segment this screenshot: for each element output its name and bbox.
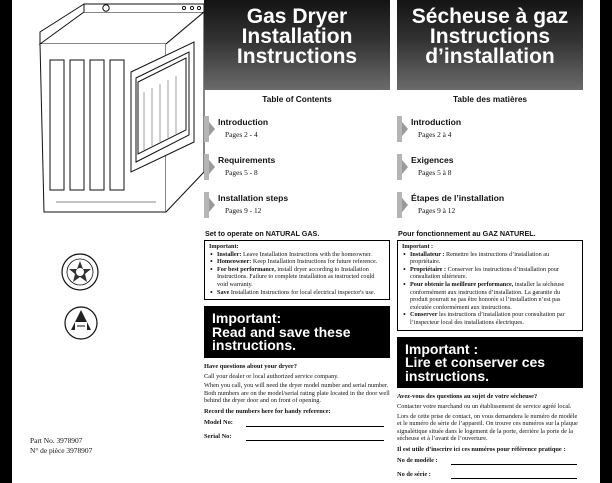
serial-number-field-en[interactable]: [204, 433, 390, 444]
french-column: [397, 0, 583, 482]
important-item: • Installer: Leave Installation Instructions with the homeowner.: [217, 251, 385, 259]
title-line: Instructions: [429, 25, 551, 48]
banner-line: instructions.: [405, 367, 490, 384]
important-item: • Homeowner: Keep Installation Instructions for future reference.: [217, 258, 385, 266]
arrow-icon: [397, 116, 408, 142]
agency-seal-icon: [63, 304, 99, 342]
model-write-line[interactable]: [246, 426, 384, 427]
serial-label: No de série :: [397, 471, 431, 478]
model-label: Model No:: [204, 419, 233, 427]
toc-item-title: Installation steps: [218, 193, 289, 203]
toc-item-title: Étapes de l’installation: [411, 193, 505, 203]
title-banner-en: [204, 0, 390, 90]
title-banner-fr: [397, 0, 583, 90]
toc-item-pages: Pages 5 - 8: [225, 168, 258, 177]
important-item: • Installateur : Remettre les instructions d’installation au propriétaire.: [410, 251, 578, 266]
title-line: Sécheuse à gaz: [411, 5, 569, 28]
banner-line: Important:: [212, 310, 282, 327]
model-number-field-fr[interactable]: [397, 457, 583, 468]
toc-item-pages: Pages 2 à 4: [418, 130, 452, 139]
important-box-en: [204, 240, 390, 300]
model-number-field-en[interactable]: [204, 419, 390, 430]
banner-line: Important :: [405, 340, 479, 357]
question-en: Have questions about your dryer?: [204, 362, 297, 370]
toc-item-etapes-fr[interactable]: [397, 190, 583, 224]
toc-item-pages: Pages 9 - 12: [225, 206, 262, 215]
part-number: [30, 436, 92, 455]
gas-note-fr: Pour fonctionnement au GAZ NATUREL.: [398, 229, 536, 238]
toc-item-exigences-fr[interactable]: [397, 152, 583, 186]
toc-item-title: Requirements: [218, 155, 276, 165]
document-sheet: [12, 0, 600, 483]
arrow-icon: [204, 116, 215, 142]
important-banner-fr: [397, 337, 583, 389]
arrow-icon: [204, 154, 215, 180]
toc-item-introduction-fr[interactable]: [397, 114, 583, 148]
question-fr: Avez-vous des questions au sujet de votre sécheuse?: [397, 393, 538, 401]
toc-item-requirements[interactable]: [204, 152, 390, 186]
title-line: Installation: [241, 25, 353, 48]
model-label: No de modèle :: [397, 457, 438, 464]
arrow-icon: [397, 192, 408, 218]
toc-item-pages: Pages 5 à 8: [418, 168, 452, 177]
toc-item-installation-steps[interactable]: [204, 190, 390, 224]
record-note-en: Record the numbers here for handy reference:: [204, 408, 331, 416]
design-certified-seal-icon: [60, 252, 100, 292]
part-number-fr: N° de pièce 3978907: [30, 445, 93, 455]
toc-item-title: Introduction: [218, 117, 269, 127]
important-item: • Save Installation Instructions for local electrical inspector's use.: [217, 289, 385, 297]
serial-label: Serial No:: [204, 433, 232, 441]
paragraph-contact-fr: Contacter votre marchand ou un établissement de service agréé local.: [397, 403, 572, 411]
important-box-fr: [397, 240, 583, 331]
toc-item-pages: Pages 2 - 4: [225, 130, 258, 139]
serial-write-line[interactable]: [451, 478, 577, 479]
model-write-line[interactable]: [451, 464, 577, 465]
important-item: • Propriétaire : Conserver les instructions d’installation pour consultation ultérieure.: [410, 266, 578, 281]
english-column: [204, 0, 390, 444]
serial-number-field-fr[interactable]: [397, 471, 583, 482]
record-note-fr: Il est utile d’inscrire ici ces numéros pour référence pratique :: [397, 446, 566, 453]
paragraph-numbers-fr: Lors de cette prise de contact, on vous demandera le numéro de modèle et le numéro de série de l’appareil. On trouve ces numéros sur la plaque signalétique située dans le logement de la porte, derrière la porte de la sécheuse et à l’avant de l’ouverture.: [397, 412, 578, 443]
important-banner-en: [204, 306, 390, 358]
banner-line: Read and save these: [212, 323, 351, 340]
arrow-icon: [204, 192, 215, 218]
banner-line: Lire et conserver ces: [405, 354, 546, 371]
paragraph-contact-en: Call your dealer or local authorized service company.: [204, 372, 339, 380]
title-line: Gas Dryer: [246, 5, 348, 28]
toc-item-pages: Pages 9 à 12: [418, 206, 456, 215]
important-heading: Important:: [209, 243, 239, 250]
arrow-icon: [397, 154, 408, 180]
banner-line: instructions.: [212, 337, 297, 354]
important-item: • Conserver les instructions d’installation pour consultation par l’inspecteur local des installations électriques.: [410, 311, 578, 326]
toc-item-introduction[interactable]: [204, 114, 390, 148]
dryer-illustration: [26, 2, 211, 217]
title-line: Instructions: [236, 45, 358, 68]
gas-note-en: Set to operate on NATURAL GAS.: [205, 229, 320, 238]
serial-write-line[interactable]: [246, 440, 384, 441]
toc-title-fr: Table des matières: [452, 94, 528, 104]
important-item: • Pour obtenir la meilleure performance, installer la sécheuse conformément aux instructions d’installation. La garantie du produit pourrait ne pas être honorée si l’installation n’est pas exécutée conformément aux instructions.: [410, 281, 578, 311]
important-heading: Important :: [402, 243, 434, 250]
toc-item-title: Exigences: [411, 155, 454, 165]
toc-title-en: Table of Contents: [262, 94, 332, 104]
toc-item-title: Introduction: [411, 117, 462, 127]
paragraph-numbers-en: When you call, you will need the dryer model number and serial number. Both numbers are on the model/serial rating plate located in the door well behind the dryer door and on front of opening.: [204, 382, 390, 405]
important-item: • For best performance, install dryer according to Installation Instructions. Failure to complete installation as instructed could void warranty.: [217, 266, 385, 289]
title-line: d’installation: [425, 45, 555, 68]
part-number-en: Part No. 3978907: [30, 436, 83, 445]
